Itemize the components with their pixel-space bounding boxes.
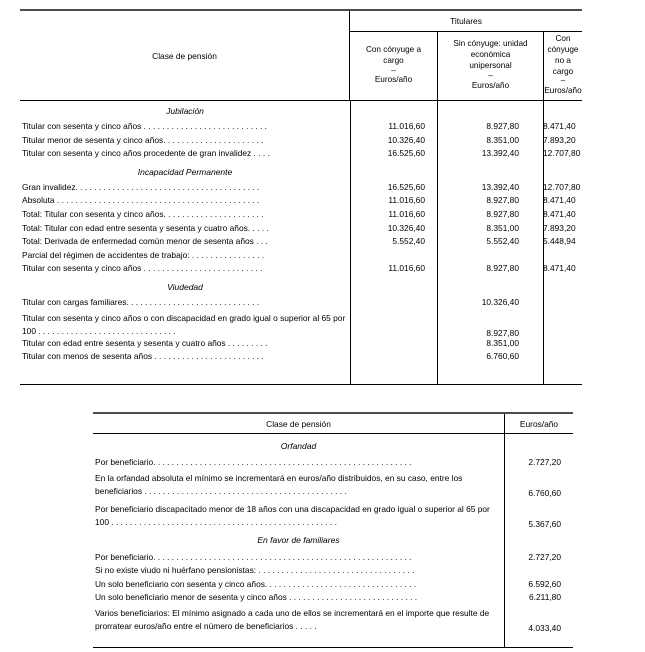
row-value-sin-conyuge: 10.326,40 — [481, 296, 519, 307]
table2-header — [93, 414, 573, 433]
table2-bottom-rule — [93, 647, 573, 648]
table-row — [20, 148, 582, 162]
row-value-euros-ano: 5.367,60 — [528, 518, 561, 529]
col-b-line3: unipersonal — [469, 61, 512, 71]
table-row — [20, 209, 582, 223]
row-value-con-conyuge-a-cargo: 11.016,60 — [388, 195, 425, 206]
row-value-euros-ano: 4.033,40 — [528, 622, 561, 633]
row-label: Un solo beneficiario con sesenta y cinco años. . . . . . . . . . . . . . . . . . . . . . . . . . . . . . . . . — [95, 578, 417, 589]
row-label: Titular con sesenta y cinco años procedente de gran invalidez . . . . — [22, 148, 270, 159]
table-row — [20, 351, 582, 365]
row-value-sin-conyuge: 5.552,40 — [486, 236, 519, 247]
col-b-line1: Sin cónyuge: unidad — [453, 39, 528, 49]
row-value-con-conyuge-no-a-cargo: 8.471,40 — [543, 208, 576, 219]
row-label: Total: Titular con sesenta y cinco años. . . . . . . . . . . . . . . . . . . . . . — [22, 208, 264, 219]
table1-header-col-con-conyuge-a-cargo — [350, 32, 437, 100]
section-heading-incapacidad-permanente — [20, 162, 582, 182]
row-label: Titular con edad entre sesenta y sesenta y cuatro años . . . . . . . . . — [22, 337, 268, 348]
row-value-euros-ano: 6.211,80 — [529, 592, 561, 603]
table1-header-titulares-label: Titulares — [350, 11, 582, 32]
table-row — [93, 592, 573, 606]
table-row — [93, 606, 573, 633]
table-row — [93, 471, 573, 498]
col-c-dash: – — [560, 76, 566, 86]
table-row — [20, 135, 582, 149]
table-row — [93, 502, 573, 529]
row-value-sin-conyuge: 13.392,40 — [481, 181, 519, 192]
row-value-con-conyuge-no-a-cargo: 8.471,40 — [543, 195, 576, 206]
table2-header-euros-ano: Euros/año — [504, 414, 573, 433]
section-heading-jubilacion — [20, 101, 582, 121]
table-row — [93, 579, 573, 593]
col-a-line2: cargo — [383, 55, 404, 65]
row-value-sin-conyuge: 8.927,80 — [486, 208, 519, 219]
section-heading-en-favor-de-familiares — [93, 529, 573, 552]
section-heading-viudedad — [20, 277, 582, 297]
col-a-line1: Con cónyuge a — [365, 44, 422, 54]
col-a-dash: – — [391, 65, 396, 75]
row-label: Un solo beneficiario menor de sesenta y cinco años . . . . . . . . . . . . . . . . . . . . . . . . . . . . — [95, 592, 418, 603]
row-value-euros-ano: 6.592,60 — [528, 578, 561, 589]
row-label: Parcial del régimen de accidentes de trabajo: . . . . . . . . . . . . . . . . — [22, 249, 265, 260]
row-value-sin-conyuge: 8.351,00 — [486, 222, 519, 233]
col-c-line2: cargo — [552, 66, 574, 76]
table1-header-class-pension: Clase de pensión — [152, 50, 217, 61]
pension-minimums-table-titulares — [20, 9, 582, 385]
row-value-euros-ano: 2.727,20 — [528, 457, 561, 467]
row-value-con-conyuge-a-cargo: 11.016,60 — [388, 121, 425, 131]
row-label: Varios beneficiarios: El mínimo asignado a cada uno de ellos se incrementará en el importe que resulte de prorratear euros/año entre el número de beneficiarios . . . . . — [95, 607, 490, 631]
table-row — [20, 121, 582, 135]
row-label: Titular con sesenta y cinco años . . . . . . . . . . . . . . . . . . . . . . . . . . — [22, 263, 263, 274]
row-label: Si no existe viudo ni huérfano pensionistas: . . . . . . . . . . . . . . . . . . . . . . . . . . . . . . . . . . — [95, 565, 415, 576]
pension-minimums-table-orfandad-familiares — [93, 412, 573, 648]
row-label: Titular con menos de sesenta años . . . . . . . . . . . . . . . . . . . . . . . . — [22, 351, 264, 362]
section-title: Orfandad — [280, 440, 317, 451]
row-value-sin-conyuge: 8.927,80 — [486, 327, 519, 338]
row-value-con-conyuge-no-a-cargo: 5.448,94 — [543, 236, 576, 247]
table2-body — [93, 434, 573, 647]
row-value-sin-conyuge: 8.351,00 — [486, 337, 519, 348]
row-value-con-conyuge-a-cargo: 16.525,60 — [387, 181, 425, 192]
row-value-con-conyuge-no-a-cargo: 8.471,40 — [543, 263, 576, 274]
row-value-con-conyuge-no-a-cargo: 7.893,20 — [543, 134, 576, 145]
row-value-sin-conyuge: 8.927,80 — [486, 121, 519, 131]
table1-header-titulares-group — [349, 11, 582, 100]
section-title: Viudedad — [167, 281, 203, 292]
row-value-euros-ano: 6.760,60 — [528, 487, 561, 498]
table2-column-divider — [504, 434, 505, 647]
row-value-con-conyuge-a-cargo: 10.326,40 — [387, 134, 425, 145]
row-value-con-conyuge-a-cargo: 11.016,60 — [388, 208, 425, 219]
table-row — [20, 250, 582, 264]
table1-bottom-rule — [20, 384, 582, 385]
row-label: Por beneficiario discapacitado menor de 18 años con una discapacidad en grado igual o superior al 65 por 100 . . . . . . . . . . . . . . . . . . . . . . . . . . . . . . . . . . . . . . . . . . . . . . . . . — [95, 503, 490, 527]
row-value-sin-conyuge: 13.392,40 — [481, 148, 519, 159]
row-value-sin-conyuge: 8.927,80 — [486, 195, 519, 206]
row-value-con-conyuge-no-a-cargo: 12.707,80 — [543, 181, 581, 192]
row-value-sin-conyuge: 8.351,00 — [486, 134, 519, 145]
table-row — [20, 311, 582, 338]
row-label: Por beneficiario. . . . . . . . . . . . . . . . . . . . . . . . . . . . . . . . . . . . . . . . . . . . . . . . . . . . . . . . — [95, 551, 412, 562]
col-b-unit: Euros/año — [471, 80, 510, 90]
section-title: Incapacidad Permanente — [137, 166, 233, 177]
row-label: Total: Titular con edad entre sesenta y sesenta y cuatro años. . . . . — [22, 222, 269, 233]
table-row — [20, 182, 582, 196]
row-value-sin-conyuge: 8.927,80 — [486, 263, 519, 274]
row-value-con-conyuge-a-cargo: 10.326,40 — [387, 222, 425, 233]
table1-header — [20, 11, 582, 100]
row-label: Gran invalidez. . . . . . . . . . . . . . . . . . . . . . . . . . . . . . . . . . . . . . . . — [22, 181, 260, 192]
row-value-con-conyuge-a-cargo: 11.016,60 — [388, 263, 425, 274]
table-row — [20, 338, 582, 352]
row-label: Titular con cargas familiares. . . . . . . . . . . . . . . . . . . . . . . . . . . . . — [22, 296, 260, 307]
table1-body — [20, 101, 582, 384]
col-b-dash: – — [488, 71, 493, 81]
row-label: En la orfandad absoluta el mínimo se incrementará en euros/año distribuidos, en su caso, entre los beneficiarios . . . . . . . . . . . . . . . . . . . . . . . . . . . . . . . . . . . . . . . . . . . . — [95, 472, 463, 496]
table1-header-col-con-conyuge-no-a-cargo — [543, 32, 582, 100]
table-row — [20, 297, 582, 311]
row-value-con-conyuge-no-a-cargo: 8.471,40 — [543, 121, 576, 131]
section-title: Jubilación — [166, 106, 204, 116]
col-c-unit: Euros/año — [544, 86, 582, 96]
row-value-con-conyuge-no-a-cargo: 7.893,20 — [543, 222, 576, 233]
row-label: Titular con sesenta y cinco años o con discapacidad en grado igual o superior al 65 por 100 . . . . . . . . . . . . . . . . . . . . . . . . . . . . . . — [22, 312, 346, 336]
col-c-line1: Con cónyuge no a — [547, 33, 579, 65]
col-a-unit: Euros/año — [374, 75, 413, 85]
row-value-sin-conyuge: 6.760,60 — [486, 351, 519, 362]
row-value-con-conyuge-no-a-cargo: 12.707,80 — [543, 148, 581, 159]
section-heading-orfandad — [93, 434, 573, 457]
table2-header-class-pension: Clase de pensión — [266, 418, 331, 429]
row-label: Absoluta . . . . . . . . . . . . . . . . . . . . . . . . . . . . . . . . . . . . . . . . . . . . — [22, 195, 260, 206]
table-row — [20, 263, 582, 277]
row-value-con-conyuge-a-cargo: 16.525,60 — [387, 148, 425, 159]
table1-header-col-sin-conyuge-unidad-economica-unipersonal — [437, 32, 543, 100]
table-row — [93, 457, 573, 471]
section-title: En favor de familiares — [257, 535, 340, 546]
row-label: Titular menor de sesenta y cinco años. . . . . . . . . . . . . . . . . . . . . . — [22, 134, 264, 145]
table-row — [20, 236, 582, 250]
row-value-con-conyuge-a-cargo: 5.552,40 — [392, 236, 425, 247]
row-label: Por beneficiario. . . . . . . . . . . . . . . . . . . . . . . . . . . . . . . . . . . . . . . . . . . . . . . . . . . . . . . . — [95, 457, 412, 467]
table-row — [93, 565, 573, 579]
table-row — [93, 552, 573, 566]
table-row — [20, 223, 582, 237]
row-value-euros-ano: 2.727,20 — [528, 551, 561, 562]
row-label: Total: Derivada de enfermedad común menor de sesenta años . . . — [22, 236, 268, 247]
row-label: Titular con sesenta y cinco años . . . . . . . . . . . . . . . . . . . . . . . . . . . — [22, 121, 267, 131]
col-b-line2: económica — [470, 50, 511, 60]
table-row — [20, 195, 582, 209]
